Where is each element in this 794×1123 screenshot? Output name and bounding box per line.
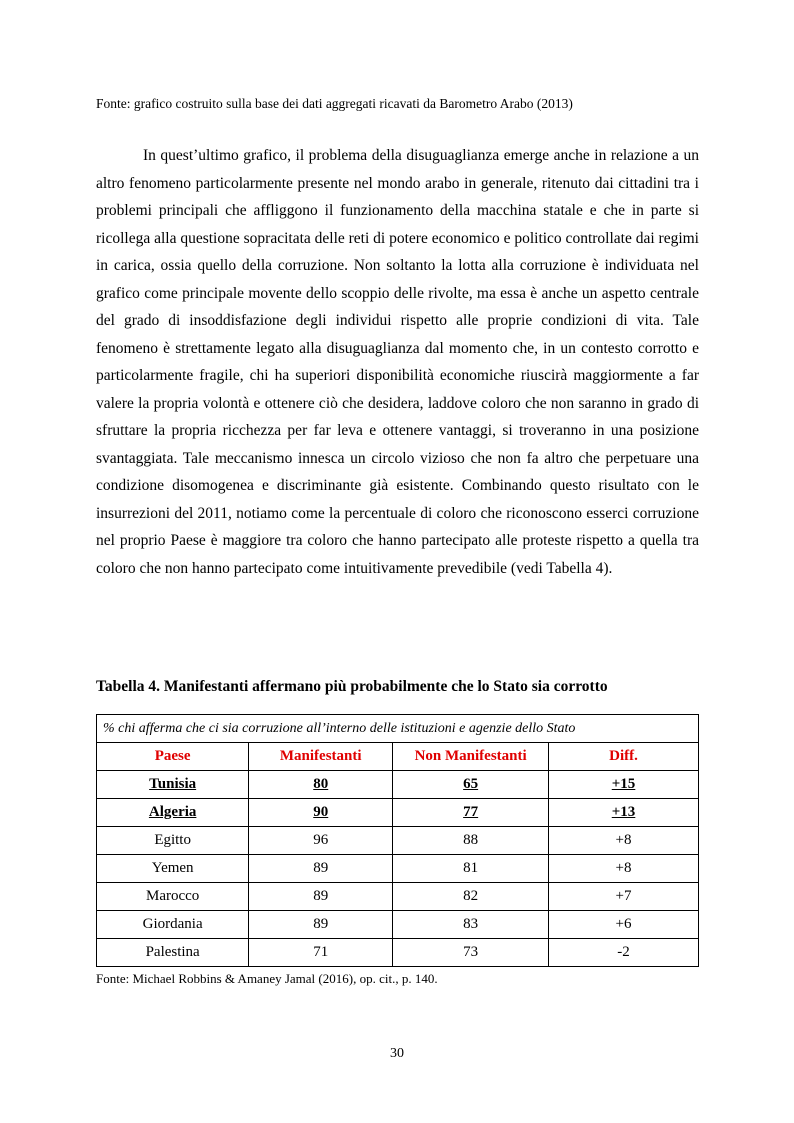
cell-non-manifestanti: 82 — [393, 883, 549, 911]
table-note: % chi afferma che ci sia corruzione all’interno delle istituzioni e agenzie dello Stato — [97, 715, 699, 743]
cell-diff: +6 — [549, 911, 699, 939]
cell-diff: +15 — [549, 771, 699, 799]
cell-manifestanti: 71 — [249, 939, 393, 967]
cell-diff: +7 — [549, 883, 699, 911]
cell-country: Palestina — [97, 939, 249, 967]
cell-diff: +8 — [549, 827, 699, 855]
cell-non-manifestanti: 83 — [393, 911, 549, 939]
table-row — [97, 883, 699, 911]
header-diff: Diff. — [549, 743, 699, 771]
table-note-row — [97, 715, 699, 743]
body-paragraph: In quest’ultimo grafico, il problema della disuguaglianza emerge anche in relazione a un altro fenomeno particolarmente presente nel mondo arabo in generale, ritenuto dai cittadini tra i problemi principali che affliggono il funzionamento della macchina statale e che in parte si ricollega alla questione sopracitata delle reti di potere economico e politico controllate dai regimi in carica, ossia quello della corruzione. Non soltanto la lotta alla corruzione è individuata nel grafico come principale movente dello scoppio delle rivolte, ma essa è anche un aspetto centrale del grado di insoddisfazione degli individui rispetto alle proprie condizioni di vita. Tale fenomeno è strettamente legato alla disuguaglianza dal momento che, in un contesto corrotto e particolarmente fragile, chi ha superiori disponibilità economiche riuscirà maggiormente a far valere la propria volontà e ottenere ciò che desidera, laddove coloro che non saranno in grado di sfruttare la propria ricchezza per far leva e ottenere vantaggi, si troveranno in una posizione svantaggiata. Tale meccanismo innesca un circolo vizioso che non fa altro che perpetuare una condizione disomogenea e discriminante già esistente. Combinando questo risultato con le insurrezioni del 2011, notiamo come la percentuale di coloro che riconoscono esserci corruzione nel proprio Paese è maggiore tra coloro che hanno partecipato alle proteste rispetto a quella tra coloro che non hanno partecipato come intuitivamente prevedibile (vedi Tabella 4). — [96, 147, 699, 577]
page-number: 30 — [390, 1046, 404, 1061]
cell-non-manifestanti: 88 — [393, 827, 549, 855]
cell-manifestanti: 89 — [249, 855, 393, 883]
cell-diff: -2 — [549, 939, 699, 967]
cell-country: Tunisia — [97, 771, 249, 799]
cell-non-manifestanti: 65 — [393, 771, 549, 799]
cell-country: Marocco — [97, 883, 249, 911]
cell-country: Algeria — [97, 799, 249, 827]
cell-country: Egitto — [97, 827, 249, 855]
cell-manifestanti: 90 — [249, 799, 393, 827]
cell-non-manifestanti: 73 — [393, 939, 549, 967]
table-row — [97, 855, 699, 883]
cell-country: Giordania — [97, 911, 249, 939]
table-row — [97, 827, 699, 855]
cell-non-manifestanti: 77 — [393, 799, 549, 827]
cell-country: Yemen — [97, 855, 249, 883]
table-row — [97, 771, 699, 799]
figure-source-note: Fonte: grafico costruito sulla base dei dati aggregati ricavati da Barometro Arabo (2013) — [96, 96, 573, 111]
header-manifestanti: Manifestanti — [249, 743, 393, 771]
table-row — [97, 939, 699, 967]
table-row — [97, 911, 699, 939]
corruption-table — [96, 714, 699, 967]
table-row — [97, 799, 699, 827]
table-source-note: Fonte: Michael Robbins & Amaney Jamal (2016), op. cit., p. 140. — [96, 971, 438, 986]
cell-manifestanti: 89 — [249, 883, 393, 911]
body-text — [96, 142, 699, 582]
cell-non-manifestanti: 81 — [393, 855, 549, 883]
cell-diff: +13 — [549, 799, 699, 827]
cell-manifestanti: 96 — [249, 827, 393, 855]
table-header-row — [97, 743, 699, 771]
cell-manifestanti: 80 — [249, 771, 393, 799]
header-non-manifestanti: Non Manifestanti — [393, 743, 549, 771]
cell-diff: +8 — [549, 855, 699, 883]
cell-manifestanti: 89 — [249, 911, 393, 939]
table-caption: Tabella 4. Manifestanti affermano più probabilmente che lo Stato sia corrotto — [96, 678, 608, 695]
header-paese: Paese — [97, 743, 249, 771]
